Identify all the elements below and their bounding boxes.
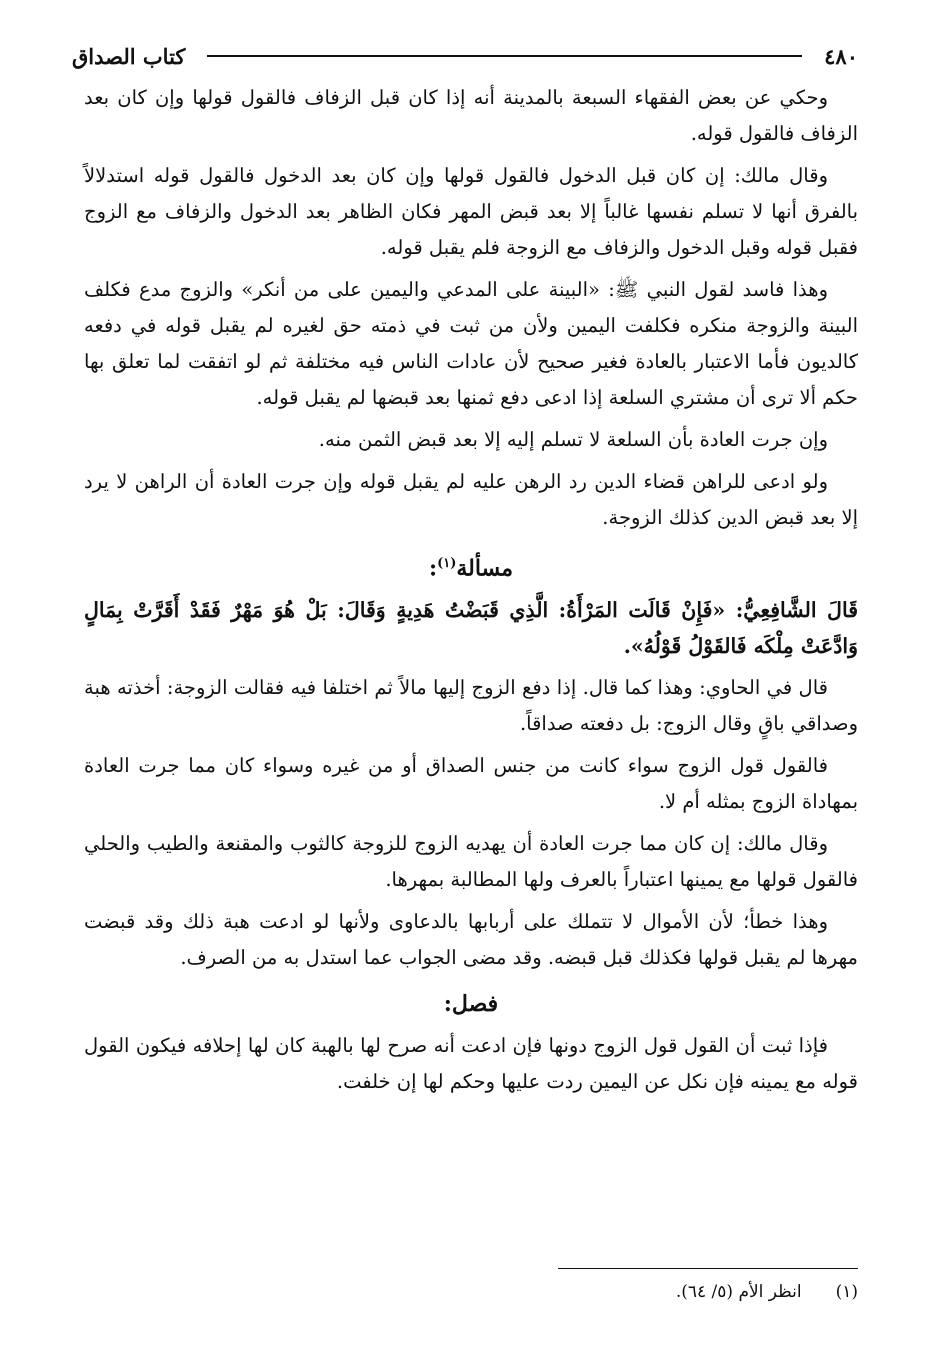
paragraph: وحكي عن بعض الفقهاء السبعة بالمدينة أنه إذا كان قبل الزفاف فالقول قولها وإن كان بعد الزفاف فالقول قوله. (84, 86, 858, 145)
paragraph: وقال مالك: إن كان قبل الدخول فالقول قولها وإن كان بعد الدخول فالقول قوله استدلالاً بالفرق أنها لا تسلم نفسها غالباً إلا بعد قبض المهر فكان الظاهر بعد الدخول والزفاف مع الزوج فقبل قوله وقبل الدخول والزفاف مع الزوجة فلم يقبل قوله. (84, 164, 858, 259)
masala-heading-text: مسألة (456, 555, 514, 582)
paragraph: قال في الحاوي: وهذا كما قال. إذا دفع الزوج إليها مالاً ثم اختلفا فيه فقالت الزوجة: أخذته هبة وصداقي باقٍ وقال الزوج: بل دفعته صداقاً. (84, 676, 858, 736)
paragraph: فإذا ثبت أن القول قول الزوج دونها فإن ادعت أنه صرح لها بالهبة كان لها إحلافه فيكون القول قوله مع يمينه فإن نكل عن اليمين ردت عليها وحكم لها إن خلفت. (84, 1034, 858, 1094)
paragraph: وقال مالك: إن كان مما جرت العادة أن يهديه الزوج للزوجة كالثوب والمقنعة والطيب والحلي فالقول قولها مع يمينها اعتباراً بالعرف ولها المطالبة بمهرها. (84, 832, 858, 892)
paragraph: وهذا فاسد لقول النبي ﷺ: «البينة على المدعي واليمين على من أنكر» والزوج مدع فكلف البينة والزوجة منكره فكلفت اليمين ولأن من ثبت في ذمته حق لغيره لم يقبل قوله في دفعه كالديون فأما الاعتبار بالعادة فغير صحيح لأن عادات الناس فيه مختلفة ثم لو اتفقت لما تعلق بها حكم ألا ترى أن مشتري السلعة إذا ادعى دفع ثمنها بعد قبضها لم يقبل قوله. (84, 278, 858, 409)
section-heading-masala (84, 544, 858, 588)
footnote-text: انظر الأم (٥/ ٦٤). (675, 1282, 802, 1302)
footnote-number: (١) (835, 1282, 858, 1302)
chapter-title: كتاب الصداق (72, 43, 186, 69)
paragraph: فالقول قول الزوج سواء كانت من جنس الصداق أو من غيره وسواء كان مما جرت العادة بمهاداة الزوج بمثله أم لا. (84, 754, 858, 814)
footnote-separator (558, 1268, 858, 1269)
footnote-marker: (١) (437, 556, 457, 571)
paragraph: ولو ادعى للراهن قضاء الدين رد الرهن عليه لم يقبل قوله وإن جرت العادة أن الراهن لا يرد إلا بعد قبض الدين كذلك الزوجة. (84, 470, 858, 529)
paragraph: وهذا خطأ؛ لأن الأموال لا تتملك على أربابها بالدعاوى ولأنها لو ادعت هبة ذلك وقد قبضت مهرها لم يقبل قولها فكذلك قبل قبضه. وقد مضى الجواب عما استدل به من الصرف. (84, 910, 858, 970)
header-rule (207, 55, 802, 57)
section-heading-fasl: فصل: (443, 991, 499, 1018)
masala-heading-colon: : (428, 555, 438, 582)
page-header (72, 36, 858, 76)
footnote (676, 1276, 858, 1308)
page-body (84, 80, 858, 1106)
page-number: ٤٨٠ (824, 43, 858, 69)
shafii-quote: قَالَ الشَّافِعِيُّ: «فَإِنْ قَالَت المَرْأَةُ: الَّذِي قَبَضْتُ هَدِيةٍ وَقَالَ: بَلْ هُوَ مَهْرٌ فَقَدْ أَقَرَّتْ بِمَالٍ وَادَّعَتْ مِلْكَه فَالقَوْلُ قَوْلُهُ». (84, 598, 858, 659)
paragraph: وإن جرت العادة بأن السلعة لا تسلم إليه إلا بعد قبض الثمن منه. (318, 428, 828, 451)
